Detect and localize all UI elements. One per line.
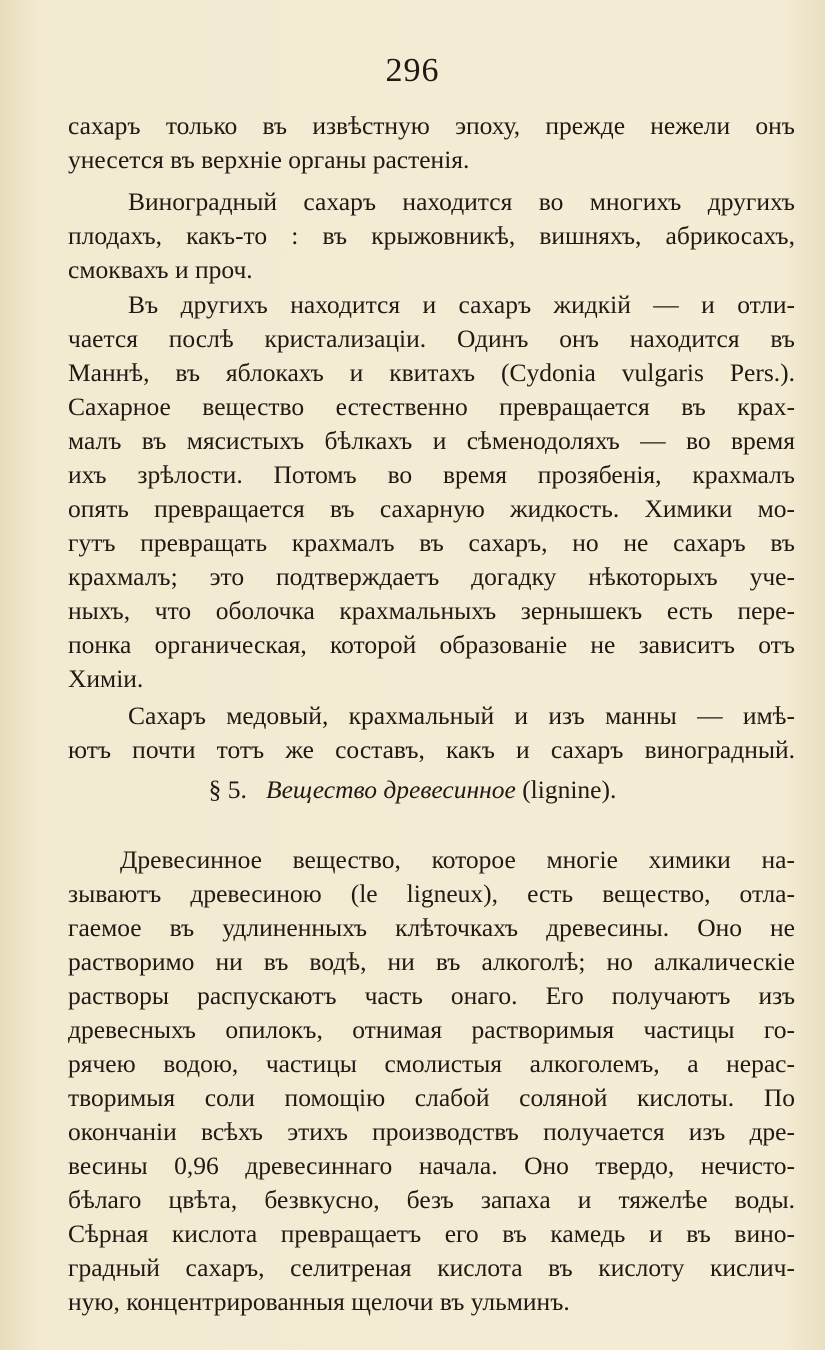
section-latin-name: (lignine).	[522, 775, 617, 804]
text-line: плодахъ, какъ-то : въ крыжовникѣ, вишняхъ, абрикосахъ,	[68, 221, 795, 250]
text-line: гутъ превращать крахмалъ въ сахаръ, но не сахаръ въ	[68, 528, 795, 557]
text-line: Сахаръ медовый, крахмальный и изъ манны — имѣ-	[128, 701, 795, 730]
text-line: понка органическая, которой образованiе не зависитъ отъ	[68, 630, 795, 659]
text-line: крахмалъ; это подтверждаетъ догадку нѣкоторыхъ уче-	[68, 562, 795, 591]
text-line: Сахарное вещество естественно превращается въ крах-	[68, 392, 795, 421]
text-line: Виноградный сахаръ находится во многихъ другихъ	[128, 187, 795, 216]
text-line: унесется въ верхнiе органы растенiя.	[68, 145, 470, 174]
text-line: гаемое въ удлиненныхъ клѣточкахъ древесины. Оно не	[68, 913, 795, 942]
text-line: рячею водою, частицы смолистыя алкоголемъ, а нерас-	[68, 1049, 795, 1078]
text-line: растворимо ни въ водѣ, ни въ алкоголѣ; но алкалическiе	[68, 947, 795, 976]
text-line: зываютъ древесиною (le ligneux), есть вещество, отла-	[68, 879, 795, 908]
text-line: сахаръ только въ извѣстную эпоху, прежде нежели онъ	[68, 111, 795, 140]
text-line: творимыя соли помощiю слабой соляной кислоты. По	[68, 1083, 795, 1112]
text-line: окончанiи всѣхъ этихъ производствъ получается изъ дре-	[68, 1117, 795, 1146]
text-line: Въ другихъ находится и сахаръ жидкiй — и отли-	[128, 290, 795, 319]
text-line: древесныхъ опилокъ, отнимая растворимыя частицы го-	[68, 1015, 795, 1044]
text-line: опять превращается въ сахарную жидкость. Химики мо-	[68, 494, 795, 523]
text-line: градный сахаръ, селитреная кислота въ кислоту кислич-	[68, 1253, 795, 1282]
text-line: чается послѣ кристализацiи. Одинъ онъ находится въ	[68, 324, 795, 353]
text-line: ныхъ, что оболочка крахмальныхъ зернышекъ есть пере-	[68, 596, 795, 625]
text-line: ютъ почти тотъ же составъ, какъ и сахаръ виноградный.	[68, 735, 795, 764]
text-line: Сѣрная кислота превращаетъ его въ камедь и въ вино-	[68, 1219, 795, 1248]
text-line: малъ въ мясистыхъ бѣлкахъ и сѣменодоляхъ — во время	[68, 426, 795, 455]
text-line: ихъ зрѣлости. Потомъ во время прозябенiя, крахмалъ	[68, 460, 795, 489]
section-number: § 5.	[208, 775, 247, 804]
page-number: 296	[385, 52, 440, 89]
text-line: бѣлаго цвѣта, безвкусно, безъ запаха и тяжелѣе воды.	[68, 1185, 795, 1214]
section-heading	[0, 775, 825, 805]
text-line: смоквахъ и проч.	[68, 255, 253, 284]
text-line: Химiи.	[68, 664, 144, 693]
text-line: весины 0,96 древесиннаго начала. Оно твердо, нечисто-	[68, 1151, 795, 1180]
text-line: Древесинное вещество, которое многiе химики на-	[120, 845, 795, 874]
text-line: растворы распускаютъ часть онаго. Его получаютъ изъ	[68, 981, 795, 1010]
text-line: ную, концентрированныя щелочи въ ульминъ.	[68, 1287, 570, 1316]
text-line: Маннѣ, въ яблокахъ и квитахъ (Cydonia vulgaris Pers.).	[68, 358, 795, 387]
section-title: Вещество древесинное	[266, 775, 516, 804]
